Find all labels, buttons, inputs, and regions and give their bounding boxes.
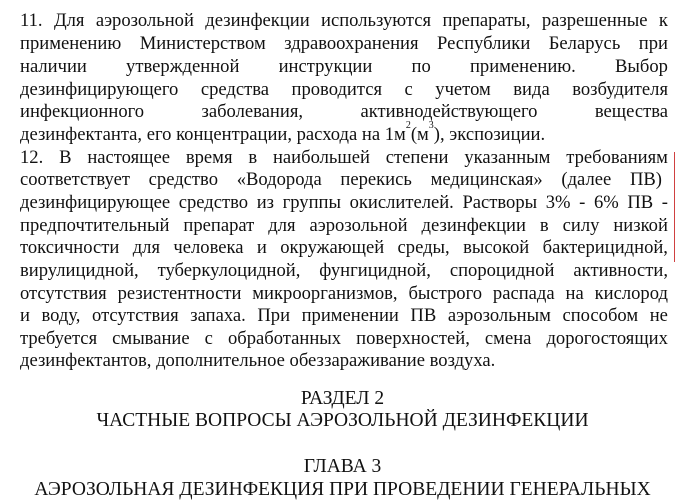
margin-mark (674, 152, 675, 262)
word: Выбор (615, 56, 668, 77)
word: дорогостоящих (546, 328, 668, 349)
word: вирулицидной, (20, 260, 139, 281)
paragraph-line (20, 58, 668, 77)
word: степени (385, 147, 449, 168)
word: запаха. (190, 305, 246, 326)
word: учетом (435, 79, 491, 100)
word: 12. (20, 147, 44, 168)
word: настоящее (87, 147, 170, 168)
word: аэрозольной (95, 10, 194, 31)
word: инфекционного (20, 101, 145, 122)
word: окислителей. (349, 192, 454, 213)
word: для (268, 215, 296, 236)
paragraph-line (20, 171, 662, 190)
word: дезинфекции (205, 10, 310, 31)
word: применению (20, 33, 122, 54)
paragraph-line (20, 330, 668, 349)
paragraph-line (20, 149, 668, 168)
word: Республики (437, 33, 531, 54)
word: спороцидной (449, 260, 555, 281)
word: высокой (463, 237, 530, 258)
paragraph-line (20, 239, 668, 258)
word: дезинфицирующего (20, 79, 179, 100)
word: воду, (41, 305, 81, 326)
word: препараты, (442, 10, 531, 31)
word: перекись (340, 169, 412, 190)
word: отсутствия (92, 305, 179, 326)
word: при (638, 33, 668, 54)
word: используются (321, 10, 432, 31)
text-segment: ), экспозиции. (433, 124, 546, 145)
paragraph-line (20, 194, 668, 213)
word: средства (200, 79, 270, 100)
word: смывание (112, 328, 190, 349)
paragraph-line-last (20, 352, 668, 371)
paragraph-line (20, 35, 668, 54)
word: утвержденной (126, 56, 240, 77)
word: 6% (593, 192, 619, 213)
word: поверхностей, (356, 328, 470, 349)
word: ПВ) (629, 169, 662, 190)
word: активнодействующего (360, 101, 538, 122)
word: - (661, 192, 668, 213)
word: на (565, 283, 584, 304)
word: Министерством (139, 33, 266, 54)
word: наличии (20, 56, 87, 77)
word: фунгицидной, (319, 260, 431, 281)
word: 11. (20, 10, 43, 31)
word: резистентности (117, 283, 242, 304)
word: группы (282, 192, 341, 213)
word: возбудителя (572, 79, 668, 100)
word: требуется (20, 328, 98, 349)
superscript: 2 (405, 120, 411, 131)
chapter-label: ГЛАВА 3 (303, 456, 382, 477)
word: соответствует (20, 169, 130, 190)
word: медицинская» (430, 169, 543, 190)
word: аэрозольным (447, 305, 551, 326)
word: вида (513, 79, 550, 100)
paragraph-line (20, 307, 668, 326)
paragraph-line-last (20, 120, 668, 145)
superscript: 3 (428, 120, 434, 131)
word: силу (562, 215, 600, 236)
word: Растворы (462, 192, 538, 213)
word: Беларусь (548, 33, 621, 54)
word: вещества (594, 101, 668, 122)
word: к (658, 10, 668, 31)
word: разрешенные (541, 10, 648, 31)
word: наибольшей (272, 147, 370, 168)
word: туберкулоцидной, (157, 260, 301, 281)
word: здравоохранения (284, 33, 419, 54)
word: указанным (464, 147, 551, 168)
paragraph-line (20, 285, 668, 304)
word: смена (484, 328, 532, 349)
word: аэрозольной (309, 215, 408, 236)
word: кислород (594, 283, 668, 304)
section-label: РАЗДЕЛ 2 (300, 388, 385, 409)
word: ПВ (627, 192, 654, 213)
paragraph-line (20, 12, 668, 31)
word: и (256, 237, 267, 258)
word: Для (53, 10, 85, 31)
word: быстрого (408, 283, 483, 304)
word: дезинфицирующее (20, 192, 171, 213)
word: среды, (397, 237, 450, 258)
word: с (404, 79, 413, 100)
word: по (411, 56, 431, 77)
paragraph-line (20, 217, 668, 236)
word: ПВ (410, 305, 437, 326)
word: окружающей (280, 237, 385, 258)
word: активности, (573, 260, 668, 281)
word: низкой (613, 215, 668, 236)
word: препарат (183, 215, 255, 236)
word: из (256, 192, 274, 213)
word: распада (492, 283, 555, 304)
word: средство (178, 192, 249, 213)
word: с (204, 328, 213, 349)
word: способом (562, 305, 639, 326)
word: обработанных (227, 328, 342, 349)
word: предпочтительный (20, 215, 170, 236)
paragraph-line (20, 262, 668, 281)
word: требованиям (566, 147, 668, 168)
word: (далее (561, 169, 612, 190)
section-title: ЧАСТНЫЕ ВОПРОСЫ АЭРОЗОЛЬНОЙ ДЕЗИНФЕКЦИИ (96, 410, 589, 431)
text-segment: дезинфектанта, его концентрации, расхода на 1м (20, 124, 406, 145)
word: применению. (469, 56, 576, 77)
word: В (59, 147, 72, 168)
word: время (185, 147, 233, 168)
word: отсутствия (20, 283, 107, 304)
chapter-title: АЭРОЗОЛЬНАЯ ДЕЗИНФЕКЦИЯ ПРИ ПРОВЕДЕНИИ ГЕНЕРАЛЬНЫХ (34, 479, 651, 500)
word: бактерицидной, (542, 237, 668, 258)
paragraph-line (20, 81, 668, 100)
text-segment: дезинфектантов, дополнительное обеззараживание воздуха. (20, 350, 496, 371)
word: в (248, 147, 258, 168)
word: средство (148, 169, 219, 190)
word: - (579, 192, 586, 213)
word: не (649, 305, 668, 326)
paragraph-line (20, 103, 668, 122)
word: применении (301, 305, 399, 326)
word: микроорганизмов, (252, 283, 398, 304)
word: для (132, 237, 161, 258)
word: заболевания, (201, 101, 304, 122)
word: в (539, 215, 549, 236)
word: «Водорода (236, 169, 322, 190)
word: При (257, 305, 291, 326)
word: инструкции (278, 56, 373, 77)
text-segment: (м (410, 124, 429, 145)
word: человека (173, 237, 244, 258)
word: дезинфекции (421, 215, 526, 236)
word: и (20, 305, 30, 326)
word: проводится (291, 79, 383, 100)
word: токсичности (20, 237, 120, 258)
word: 3% (545, 192, 571, 213)
